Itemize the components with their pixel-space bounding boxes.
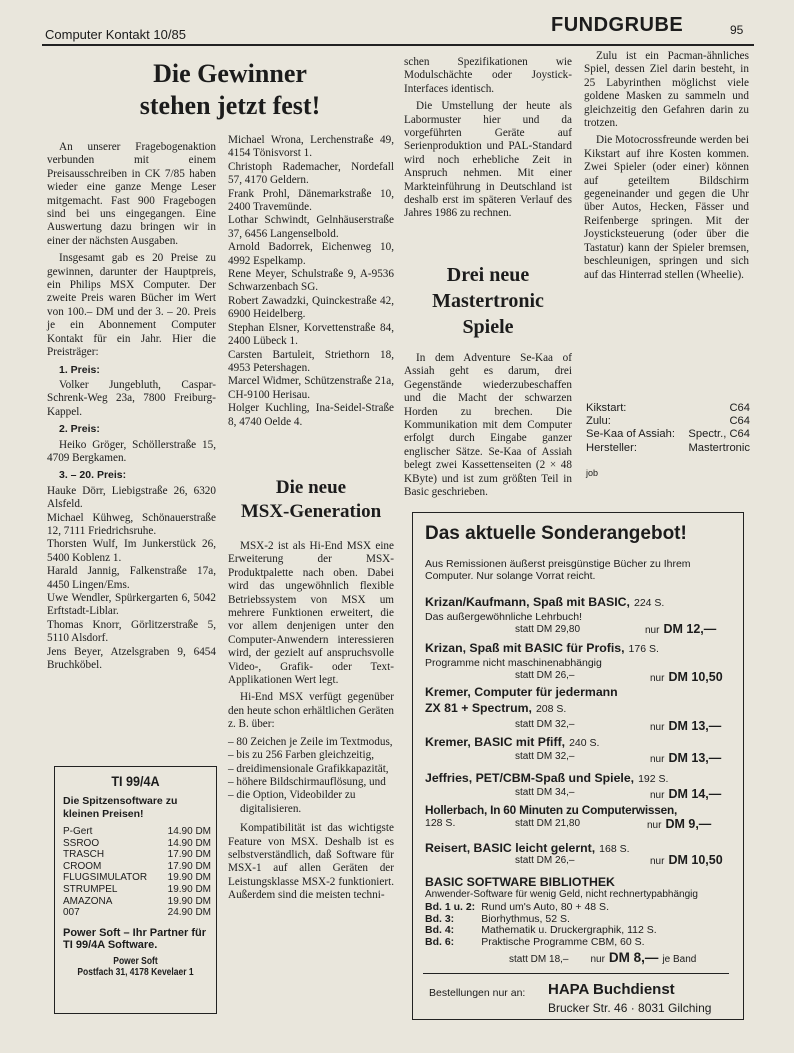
book-old-price: statt DM 32,– <box>515 751 575 762</box>
book-pages: 208 S. <box>535 703 567 715</box>
winner-entry: Hauke Dörr, Liebigstraße 26, 6320 Alsfeld. <box>47 484 216 511</box>
ti-product-row <box>63 872 211 884</box>
winner-entry: Jens Beyer, Atzelsgraben 9, 6454 Bruchköbel. <box>47 645 216 672</box>
ti-product-row <box>63 861 211 873</box>
winner-entry: Christoph Rademacher, Nordefall 57, 4170 Geldern. <box>228 160 394 187</box>
facts-value: C64 <box>729 415 750 428</box>
library-volumes <box>425 902 657 948</box>
book-title: Krizan, Spaß mit BASIC für Profis, <box>425 641 625 655</box>
article2-para1: MSX-2 ist als Hi-End MSX eine Erweiterung der MSX-Produktpalette nach oben. Dabei wird das ungewöhnlich flexible Betriebssystem von MSX um mehrere Funktionen erweitert, die vor allem denjenigen unter den Computer-Anwendern interessieren wird, der gezielt auf anspruchsvolle Video-, Grafik- oder Text-Applikationen Wert legt. <box>228 540 394 687</box>
article2-column2 <box>228 540 394 907</box>
prize1-label: 1. Preis: <box>59 363 100 376</box>
ti-product-price: 14.90 DM <box>167 837 211 849</box>
article3-column4 <box>584 50 749 286</box>
offer-book <box>425 769 731 803</box>
book-title: Jeffries, PET/CBM-Spaß und Spiele, <box>425 771 635 785</box>
offer-library <box>425 875 731 965</box>
facts-row <box>586 415 750 428</box>
facts-row <box>586 442 750 455</box>
book-old-price: statt DM 29,80 <box>515 624 581 635</box>
book-old-price: statt DM 26,– <box>515 670 575 681</box>
article3-headline-line3: Spiele <box>462 316 514 338</box>
ti-product-price: 14.90 DM <box>167 826 211 837</box>
order-company: HAPA Buchdienst <box>548 981 675 998</box>
article1-headline-line2: stehen jetzt fest! <box>139 91 321 120</box>
header-magazine: Computer Kontakt 10/85 <box>45 27 186 42</box>
ti-product-price: 19.90 DM <box>167 883 211 895</box>
article3-headline <box>404 262 572 340</box>
book-title: Kremer, BASIC mit Pfiff, <box>425 735 566 749</box>
ti-ad-title: TI 99/4A <box>111 773 160 789</box>
winner-entry: Marcel Widmer, Schützenstraße 21a, CH-9100 Herisau. <box>228 375 394 401</box>
offer-ad-box <box>412 512 744 1020</box>
offer-book <box>425 593 731 637</box>
article1-column1 <box>47 141 216 672</box>
facts-value: C64 <box>729 402 750 414</box>
ti-product-row <box>63 849 211 861</box>
order-label: Bestellungen nur an: <box>429 987 526 999</box>
prize2-label: 2. Preis: <box>59 423 100 436</box>
ti-ad-address: Postfach 31, 4178 Kevelaer 1 <box>77 966 194 978</box>
book-old-price: statt DM 34,– <box>515 787 575 798</box>
volume-desc: Rund um's Auto, 80 + 48 S. <box>481 901 609 913</box>
ti-product-price: 17.90 DM <box>167 849 211 861</box>
ti-product-row <box>63 884 211 896</box>
article2-para3: Kompatibilität ist das wichtigste Feature von MSX. Deshalb ist es selbstverständlich, daß Software für MSX-1 auf allen Geräten der Leistungsklasse MSX-2 funktioniert. Außerdem sind die meisten techni- <box>228 822 394 902</box>
offer-book <box>425 685 731 733</box>
book-now-label: nur <box>645 625 660 636</box>
feature-item: – bis zu 256 Farben gleichzeitig, <box>228 749 375 762</box>
book-new-price: DM 10,50 <box>668 670 723 684</box>
prize3-label: 3. – 20. Preis: <box>59 469 127 482</box>
ti-product-name: TRASCH <box>63 849 105 861</box>
ti-product-name: CROOM <box>63 860 102 872</box>
ti-product-row <box>63 896 211 908</box>
book-now-label: nur <box>647 820 662 831</box>
offer-divider <box>423 973 729 974</box>
facts-key: Se-Kaa of Assiah: <box>586 428 675 441</box>
feature-item: – die Option, Videobilder zu digitalisieren. <box>228 789 356 815</box>
winner-entry: Holger Kuchling, Ina-Seidel-Straße 8, 4740 Oelde 4. <box>228 402 394 428</box>
article2-para2: Hi-End MSX verfügt gegenüber den heute schon erhältlichen Geräten z. B. über: <box>228 691 394 731</box>
book-old-price: statt DM 21,80 <box>515 818 581 829</box>
ti-ad-box <box>54 766 217 1014</box>
winner-entry: Arnold Badorrek, Eichenweg 10, 4992 Espelkamp. <box>228 241 394 267</box>
article2-headline <box>226 476 396 524</box>
winner-entry: Michael Wrona, Lerchenstraße 49, 4154 Tönisvorst 1. <box>228 134 394 160</box>
library-old-price: statt DM 18,– <box>509 954 569 965</box>
winner-entry: Uwe Wendler, Spürkergarten 6, 5042 Erftstadt-Liblar. <box>47 592 216 618</box>
library-per-volume: je Band <box>662 954 697 965</box>
article2-feature-list <box>228 736 394 816</box>
header-section: FUNDGRUBE <box>551 14 684 36</box>
article2-para4: schen Spezifikationen wie Modulschächte oder Joystick-Interfaces identisch. <box>404 56 572 95</box>
book-new-price: DM 13,— <box>668 719 722 733</box>
book-old-price: statt DM 26,– <box>515 855 575 866</box>
ti-product-name: STRUMPEL <box>63 883 118 895</box>
ti-product-row <box>63 826 211 838</box>
winner-entry: Lothar Schwindt, Gelnhäuserstraße 37, 6456 Langenselbold. <box>228 214 394 240</box>
article3-headline-line2: Mastertronic <box>432 290 544 312</box>
offer-book <box>425 639 731 683</box>
article3-para3: Die Motocrossfreunde werden bei Kikstart auf ihre Kosten kommen. Zwei Spieler (oder einer) können auf geteiltem Bildschirm gegeneinander und gegen die Uhr über Autos, Hecken, Fässer und Reifenberge springen. Mit der Joysticksteuerung (oder über die Tastatur) kann der Spieler bremsen, beschleunigen, springen und sich auf das Hinterrad stellen (Wheelie). <box>584 134 749 281</box>
order-address: Brucker Str. 46 · 8031 Gilching <box>548 1001 712 1015</box>
facts-key: Kikstart: <box>586 402 627 414</box>
ti-product-name: 007 <box>63 907 80 919</box>
book-new-price: DM 9,— <box>665 817 712 831</box>
facts-row <box>586 402 750 415</box>
ti-product-price: 19.90 DM <box>167 895 211 907</box>
article3-author: job <box>586 468 599 478</box>
book-note: Programme nicht maschinenabhängig <box>425 657 602 669</box>
facts-key: Hersteller: <box>586 441 637 454</box>
article1-headline <box>80 58 380 122</box>
ti-product-name: FLUGSIMULATOR <box>63 872 148 884</box>
winner-entry: Robert Zawadzki, Quinckestraße 42, 6900 Heidelberg. <box>228 294 394 321</box>
book-new-price: DM 10,50 <box>668 853 723 867</box>
volume-number: Bd. 3: <box>425 912 455 925</box>
volume-desc: Mathematik u. Druckergraphik, 112 S. <box>481 924 657 936</box>
book-pages: 128 S. <box>425 817 456 829</box>
winner-entry: Carsten Bartuleit, Striethorn 18, 4953 Petershagen. <box>228 348 394 374</box>
header-rule <box>42 44 754 46</box>
book-title: Krizan/Kaufmann, Spaß mit BASIC, <box>425 595 630 609</box>
article3-column3 <box>404 352 572 503</box>
offer-ad-intro: Aus Remissionen äußerst preisgünstige Bücher zu Ihrem Computer. Nur solange Vorrat reicht. <box>425 558 691 582</box>
article3-para1: In dem Adventure Se-Kaa of Assiah geht es darum, drei Gegenstände wiederzubeschaffen und die Macht der schwarzen Horden zu brechen. Die Kommunikation mit dem Computer erfolgt durch Eingabe ganzer englischer Sätze. Se-Kaa of Assiah belegt zwei Kassettenseiten (2 × 48 KByte) und ist zum größten Teil in Basic geschrieben. <box>404 352 572 499</box>
winner-entry: Michael Kühweg, Schönauerstraße 12, 7111 Friedrichsruhe. <box>47 511 216 537</box>
header-page-number: 95 <box>730 23 744 37</box>
book-now-label: nur <box>650 856 665 867</box>
book-new-price: DM 12,— <box>663 622 717 636</box>
book-title-line2: ZX 81 + Spectrum, <box>425 701 532 715</box>
ti-product-price: 19.90 DM <box>167 872 211 884</box>
book-title: Reisert, BASIC leicht gelernt, <box>425 841 596 855</box>
feature-item: – höhere Bildschirmauflösung, und <box>228 775 386 788</box>
prize1-winner: Volker Jungebluth, Caspar-Schrenk-Weg 23a, 7800 Freiburg-Kappel. <box>47 378 216 418</box>
book-old-price: statt DM 32,– <box>515 719 575 730</box>
volume-number: Bd. 6: <box>425 935 455 948</box>
book-title: Kremer, Computer für jedermann <box>425 685 618 699</box>
library-new-price: DM 8,— <box>608 950 659 965</box>
offer-book <box>425 733 731 767</box>
winner-entry: Thomas Knorr, Görlitzerstraße 5, 5110 Alsdorf. <box>47 618 216 645</box>
ti-product-price: 24.90 DM <box>167 907 211 919</box>
ti-product-price: 17.90 DM <box>167 860 211 872</box>
volume-desc: Praktische Programme CBM, 60 S. <box>481 935 645 948</box>
book-now-label: nur <box>650 673 665 684</box>
winner-entry: Frank Prohl, Dänemarkstraße 10, 2400 Travemünde. <box>228 187 394 214</box>
volume-number: Bd. 4: <box>425 924 455 936</box>
book-new-price: DM 13,— <box>668 751 722 765</box>
article2-para5: Die Umstellung der heute als Labormuster hier und da vorgeführten Geräte auf Serienproduktion und PAL-Standard wird noch erhebliche Zeit in Anspruch nehmen. Mit einer Markteinführung in Deutschland ist deshalb erst im späteren Verlauf des Jahres 1986 zu rechnen. <box>404 100 572 220</box>
article3-facts-table <box>586 402 750 455</box>
book-new-price: DM 14,— <box>668 787 722 801</box>
facts-value: Spectr., C64 <box>688 428 750 441</box>
ti-product-row <box>63 907 211 919</box>
ti-ad-company: Power Soft <box>113 955 158 967</box>
offer-book <box>425 839 731 871</box>
library-title: BASIC SOFTWARE BIBLIOTHEK <box>425 875 615 889</box>
book-pages: 176 S. <box>628 643 659 655</box>
article2-column3 <box>404 56 572 225</box>
facts-row <box>586 428 750 441</box>
article1-para2: Insgesamt gab es 20 Preise zu gewinnen, darunter der Hauptpreis, ein Philips MSX Computer. Der zweite Preis waren Bücher im Wert von 100.– DM und der 3. – 20. Preis je ein Abonnement Computer Kontakt für ein Jahr. Hier die Preisträger: <box>47 252 216 359</box>
article2-headline-line1: Die neue <box>275 477 347 498</box>
facts-key: Zulu: <box>586 415 611 428</box>
winner-entry: Rene Meyer, Schulstraße 9, A-9536 Schwarzenbach SG. <box>228 268 394 294</box>
winner-entry: Stephan Elsner, Korvettenstraße 84, 2400 Lübeck 1. <box>228 321 394 348</box>
ti-ad-subtitle: Die Spitzensoftware zu kleinen Preisen! <box>63 795 178 820</box>
winners-list-col1 <box>47 485 216 673</box>
prize2-winner: Heiko Gröger, Schöllerstraße 15, 4709 Bergkamen. <box>47 438 216 464</box>
ti-product-name: AMAZONA <box>63 895 113 907</box>
volume-desc: Biorhythmus, 52 S. <box>481 912 570 925</box>
feature-item: – 80 Zeichen je Zeile im Textmodus, <box>228 735 393 748</box>
article3-para2: Zulu ist ein Pacman-ähnliches Spiel, dessen Ziel darin besteht, in 25 Labyrinthen möglichst viele goldene Masken zu sammeln und gleichzeitig den Gefahren darin zu trotzen. <box>584 50 749 130</box>
ti-product-name: P-Gert <box>63 826 93 837</box>
book-now-label: nur <box>650 722 665 733</box>
ti-ad-products <box>63 826 211 919</box>
book-pages: 168 S. <box>599 843 630 855</box>
article1-headline-line1: Die Gewinner <box>153 59 307 88</box>
library-now-label: nur <box>590 954 605 965</box>
winners-list-col2 <box>228 134 394 429</box>
winner-entry: Thorsten Wulf, Im Junkerstück 26, 5400 Koblenz 1. <box>47 538 216 564</box>
offer-ad-title: Das aktuelle Sonderangebot! <box>425 523 687 544</box>
facts-value: Mastertronic <box>688 441 750 454</box>
ti-product-name: SSROO <box>63 837 100 849</box>
library-volume <box>425 937 657 949</box>
article1-para1: An unserer Fragebogenaktion verbunden mit einem Preisausschreiben in CK 7/85 haben wieder eine ganze Menge Leser mitgemacht. Fast 900 Fragebogen sind bei uns eingegangen. Eine Auswertung dazu bringen wir in einer der nächsten Ausgaben. <box>47 141 216 247</box>
volume-number: Bd. 1 u. 2: <box>425 901 476 913</box>
book-pages: 224 S. <box>633 597 665 609</box>
winner-entry: Harald Jannig, Falkenstraße 17a, 4450 Lingen/Ems. <box>47 565 216 591</box>
book-pages: 192 S. <box>638 773 669 785</box>
book-now-label: nur <box>650 754 665 765</box>
book-pages: 240 S. <box>569 737 600 749</box>
book-now-label: nur <box>650 790 665 801</box>
ti-product-row <box>63 838 211 850</box>
ti-ad-slogan: Power Soft – Ihr Partner für TI 99/4A Software. <box>63 926 207 952</box>
offer-book <box>425 803 731 837</box>
article3-headline-line1: Drei neue <box>446 264 530 286</box>
library-volume <box>425 902 657 914</box>
library-note: Anwender-Software für wenig Geld, nicht rechnertypabhängig <box>425 889 698 900</box>
book-note: Das außergewöhnliche Lehrbuch! <box>425 611 583 623</box>
book-title: Hollerbach, In 60 Minuten zu Computerwissen, <box>425 803 678 817</box>
article2-headline-line2: MSX-Generation <box>240 501 382 522</box>
feature-item: – dreidimensionale Grafikkapazität, <box>228 762 389 775</box>
library-volume <box>425 925 657 937</box>
